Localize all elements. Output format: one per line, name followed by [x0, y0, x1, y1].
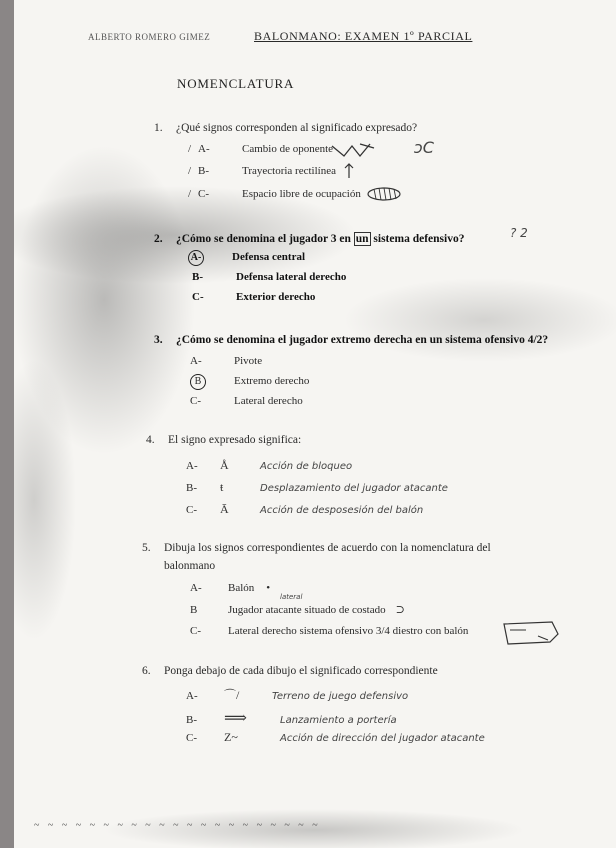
option-letter: B-: [192, 271, 203, 283]
q6-option-c: [186, 730, 485, 745]
question-text: Ponga debajo de cada dibujo el significado correspondiente: [164, 665, 438, 677]
handwritten-answer: Lanzamiento a portería: [280, 715, 397, 726]
question-5: [142, 542, 491, 554]
option-text: Trayectoria rectilínea: [242, 165, 336, 177]
question-number: 6.: [142, 665, 151, 677]
q3-option-b: [190, 374, 309, 390]
question-text: ¿Cómo se denomina el jugador extremo derecha en un sistema ofensivo 4/2?: [176, 334, 549, 346]
option-text: Lateral derecho sistema ofensivo 3/4 diestro con balón: [228, 625, 469, 637]
handwritten-answer: Acción de bloqueo: [260, 461, 353, 472]
question-6: [142, 665, 438, 677]
q2-option-b: [192, 271, 346, 283]
option-letter: A-: [186, 690, 198, 702]
check-mark: /: [188, 188, 192, 200]
question-number: 1.: [154, 122, 163, 134]
handwritten-answer: Acción de dirección del jugador atacante: [280, 733, 485, 744]
ball-dot-icon: •: [266, 582, 271, 594]
q5-option-a: [190, 582, 270, 594]
handwritten-answer: Terreno de juego defensivo: [272, 691, 409, 702]
q2-option-c: [192, 291, 315, 303]
question-number: 2.: [154, 233, 163, 245]
q2-extra-mark: ? 2: [510, 226, 528, 240]
section-title: NOMENCLATURA: [177, 76, 295, 91]
q4-option-a: [186, 458, 352, 473]
exam-title: BALONMANO: EXAMEN 1º PARCIAL: [254, 29, 473, 43]
check-mark: /: [188, 165, 192, 177]
selected-circle: B: [190, 374, 206, 390]
q6-option-b: [186, 708, 397, 728]
option-text: Exterior derecho: [236, 291, 316, 303]
bottom-scribble: ~ ~ ~ ~ ~ ~ ~ ~ ~ ~ ~ ~ ~ ~ ~ ~ ~ ~ ~ ~ ~: [34, 820, 321, 831]
option-text: Pivote: [234, 355, 263, 367]
option-text: Extremo derecho: [234, 375, 310, 387]
option-letter: A-: [190, 355, 202, 367]
q3-option-a: [190, 355, 262, 367]
free-space-drawing: [366, 186, 402, 202]
question-number: 5.: [142, 542, 151, 554]
court-sketch-drawing: [500, 618, 562, 648]
q4-option-b: [186, 480, 448, 495]
question-2: [154, 233, 464, 245]
q5-handwritten-over: lateral: [280, 593, 303, 601]
option-text: Espacio libre de ocupación: [242, 188, 361, 200]
option-text: Defensa central: [232, 251, 306, 263]
opponent-change-drawing: [330, 140, 390, 160]
boxed-word: un: [355, 233, 369, 245]
dashed-arc-icon: ⌒/: [224, 688, 240, 702]
question-number: 4.: [146, 434, 155, 446]
q1-option-c: [188, 188, 361, 200]
arrow-up-icon: [342, 162, 356, 180]
question-number: 3.: [154, 334, 163, 346]
option-letter: B-: [186, 714, 197, 726]
option-letter: B-: [186, 482, 197, 494]
option-text: Balón: [228, 582, 255, 594]
q5-option-b: [190, 603, 405, 616]
option-text: Cambio de oponente: [242, 143, 334, 155]
q5-option-c: [190, 625, 468, 637]
question-text: ¿Qué signos corresponden al significado expresado?: [176, 122, 418, 134]
option-letter: C-: [192, 291, 204, 303]
handwritten-answer: Acción de desposesión del balón: [260, 505, 424, 516]
option-letter: C-: [198, 188, 209, 200]
attacker-symbol-icon: ŧ: [220, 480, 224, 494]
option-text: Jugador atacante situado de costado: [228, 604, 386, 616]
dispossession-symbol-icon: Ā: [220, 502, 229, 516]
question-1: [154, 122, 417, 134]
option-letter: B: [190, 604, 198, 616]
selected-circle: A-: [188, 250, 204, 266]
option-letter: C-: [186, 504, 197, 516]
q6-option-a: [186, 686, 408, 703]
side-player-icon: ⊃: [395, 604, 405, 616]
option-text: Defensa lateral derecho: [236, 271, 347, 283]
question-text: El signo expresado significa:: [168, 434, 302, 446]
question-text: Dibuja los signos correspondientes de acuerdo con la nomenclatura del: [164, 542, 491, 554]
q1-option-b: [188, 165, 336, 177]
option-text: Lateral derecho: [234, 395, 303, 407]
question-4: [146, 434, 301, 446]
handwritten-answer: Desplazamiento del jugador atacante: [260, 483, 448, 494]
option-letter: A-: [186, 460, 198, 472]
block-symbol-icon: Å: [220, 458, 229, 472]
question-3: [154, 334, 548, 346]
question-5-line2: balonmano: [164, 560, 216, 572]
q2-option-a: [188, 250, 305, 266]
question-text: ¿Cómo se denomina el jugador 3 en un sistema defensivo?: [176, 233, 465, 245]
q4-option-c: [186, 502, 423, 517]
option-letter: C-: [190, 395, 201, 407]
check-mark: /: [188, 143, 192, 155]
q1-extra-mark: ɔC: [414, 138, 434, 157]
zigzag-icon: Z~: [224, 730, 238, 744]
double-arrow-icon: ⟹: [224, 710, 247, 727]
option-letter: B-: [198, 165, 209, 177]
exam-paper: [14, 0, 616, 848]
option-letter: A-: [190, 582, 202, 594]
q3-option-c: [190, 395, 303, 407]
option-letter: C-: [190, 625, 201, 637]
option-letter: C-: [186, 732, 197, 744]
student-name: ALBERTO ROMERO GIMEZ: [88, 32, 211, 42]
option-letter: A-: [198, 143, 210, 155]
q1-option-a: [188, 143, 333, 155]
